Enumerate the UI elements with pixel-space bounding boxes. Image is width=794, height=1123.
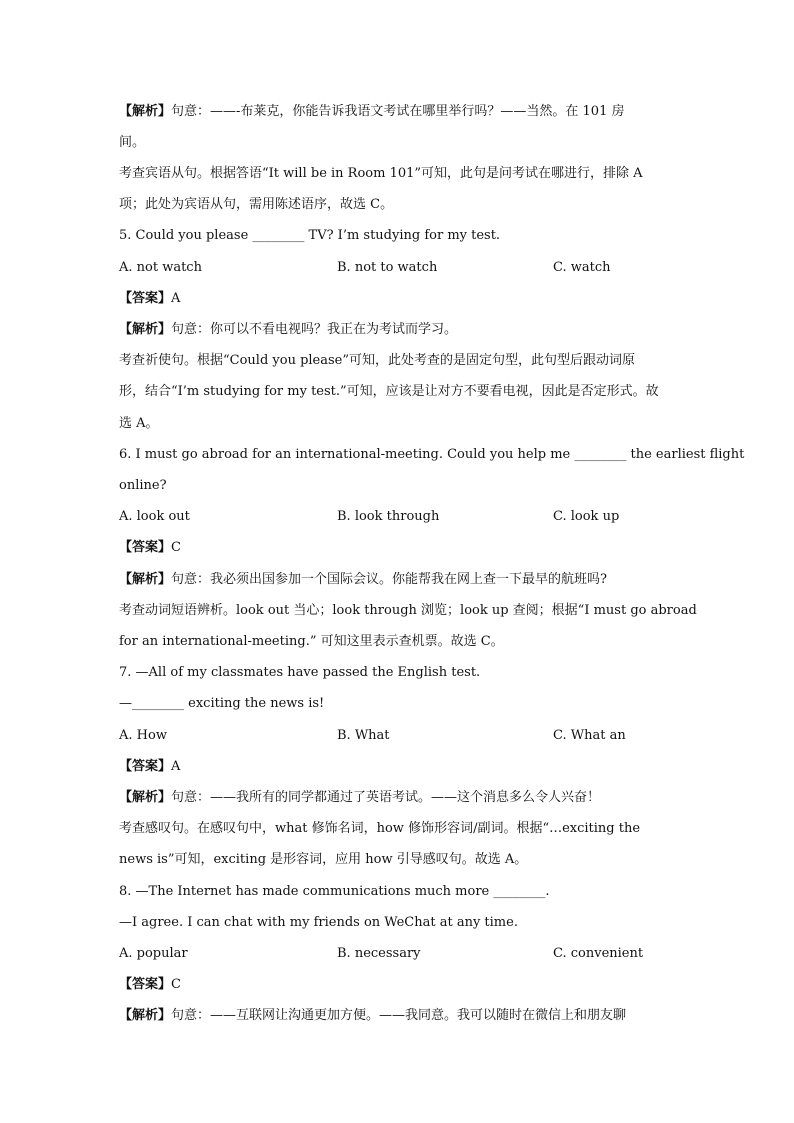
answer-tag: 【答案】 bbox=[119, 540, 172, 555]
answer-value: C bbox=[171, 540, 181, 555]
analysis-tag: 【解析】 bbox=[119, 1008, 172, 1023]
analysis-line: 形，结合“I’m studying for my test.”可知，应该是让对方不要看电视，因此是否定形式。故 bbox=[119, 384, 659, 399]
question-6-cont: online? bbox=[119, 478, 167, 493]
answer-tag: 【答案】 bbox=[119, 977, 172, 992]
q7-option-b: B. What bbox=[337, 728, 390, 743]
question-6: 6. I must go abroad for an international-meeting. Could you help me ________ the earliest flight bbox=[119, 447, 745, 462]
question-8-cont: —I agree. I can chat with my friends on WeChat at any time. bbox=[119, 915, 518, 930]
analysis-text: 句意：——我所有的同学都通过了英语考试。——这个消息多么令人兴奋！ bbox=[171, 790, 601, 805]
q6-analysis bbox=[119, 572, 607, 588]
analysis-line: 考查宾语从句。根据答语“It will be in Room 101”可知，此句是问考试在哪进行，排除 A bbox=[119, 166, 643, 181]
question-8: 8. —The Internet has made communications much more ________. bbox=[119, 884, 550, 899]
question-7: 7. —All of my classmates have passed the English test. bbox=[119, 665, 481, 680]
answer-tag: 【答案】 bbox=[119, 759, 172, 774]
analysis-line: 选 A。 bbox=[119, 416, 159, 431]
question-5: 5. Could you please ________ TV? I’m studying for my test. bbox=[119, 228, 501, 243]
answer-tag: 【答案】 bbox=[119, 291, 172, 306]
q5-analysis bbox=[119, 322, 457, 338]
analysis-tag: 【解析】 bbox=[119, 104, 172, 119]
analysis-line: for an international-meeting.” 可知这里表示查机票。故选 C。 bbox=[119, 634, 504, 649]
q7-answer bbox=[119, 759, 180, 775]
q7-analysis bbox=[119, 790, 600, 806]
q6-answer bbox=[119, 540, 181, 556]
analysis-line: 间。 bbox=[119, 135, 146, 150]
answer-value: A bbox=[171, 759, 181, 774]
q8-analysis bbox=[119, 1008, 626, 1024]
q7-option-a: A. How bbox=[119, 728, 167, 743]
analysis-line: 考查感叹句。在感叹句中，what 修饰名词，how 修饰形容词/副词。根据“…exciting the bbox=[119, 821, 641, 836]
analysis-text: 句意：我必须出国参加一个国际会议。你能帮我在网上查一下最早的航班吗? bbox=[171, 572, 607, 587]
answer-value: A bbox=[171, 291, 181, 306]
q5-option-a: A. not watch bbox=[119, 260, 202, 275]
analysis-tag: 【解析】 bbox=[119, 572, 172, 587]
q8-option-b: B. necessary bbox=[337, 946, 421, 961]
q8-answer bbox=[119, 977, 181, 993]
q6-option-a: A. look out bbox=[119, 509, 190, 524]
analysis-tag: 【解析】 bbox=[119, 322, 172, 337]
analysis-line: 考查祈使句。根据“Could you please”可知，此处考查的是固定句型，此句型后跟动词原 bbox=[119, 353, 636, 368]
analysis-text: 句意：——-布莱克，你能告诉我语文考试在哪里举行吗？——当然。在 101 房 bbox=[171, 104, 625, 119]
analysis-line: 考查动词短语辨析。look out 当心；look through 浏览；look up 查阅；根据“I must go abroad bbox=[119, 603, 697, 618]
analysis-line: 项；此处为宾语从句，需用陈述语序，故选 C。 bbox=[119, 197, 394, 212]
q5-answer bbox=[119, 291, 180, 307]
q5-option-c: C. watch bbox=[553, 260, 611, 275]
question-7-cont: —________ exciting the news is! bbox=[119, 696, 325, 711]
q6-option-b: B. look through bbox=[337, 509, 440, 524]
q7-option-c: C. What an bbox=[553, 728, 626, 743]
q6-option-c: C. look up bbox=[553, 509, 620, 524]
answer-value: C bbox=[171, 977, 181, 992]
q5-option-b: B. not to watch bbox=[337, 260, 438, 275]
analysis-text: 句意：——互联网让沟通更加方便。——我同意。我可以随时在微信上和朋友聊 bbox=[171, 1008, 627, 1023]
q8-option-c: C. convenient bbox=[553, 946, 644, 961]
q8-option-a: A. popular bbox=[119, 946, 188, 961]
analysis-tag: 【解析】 bbox=[119, 790, 172, 805]
analysis-line bbox=[119, 104, 625, 120]
analysis-text: 句意：你可以不看电视吗？我正在为考试而学习。 bbox=[171, 322, 458, 337]
analysis-line: news is”可知，exciting 是形容词，应用 how 引导感叹句。故选 A。 bbox=[119, 852, 528, 867]
